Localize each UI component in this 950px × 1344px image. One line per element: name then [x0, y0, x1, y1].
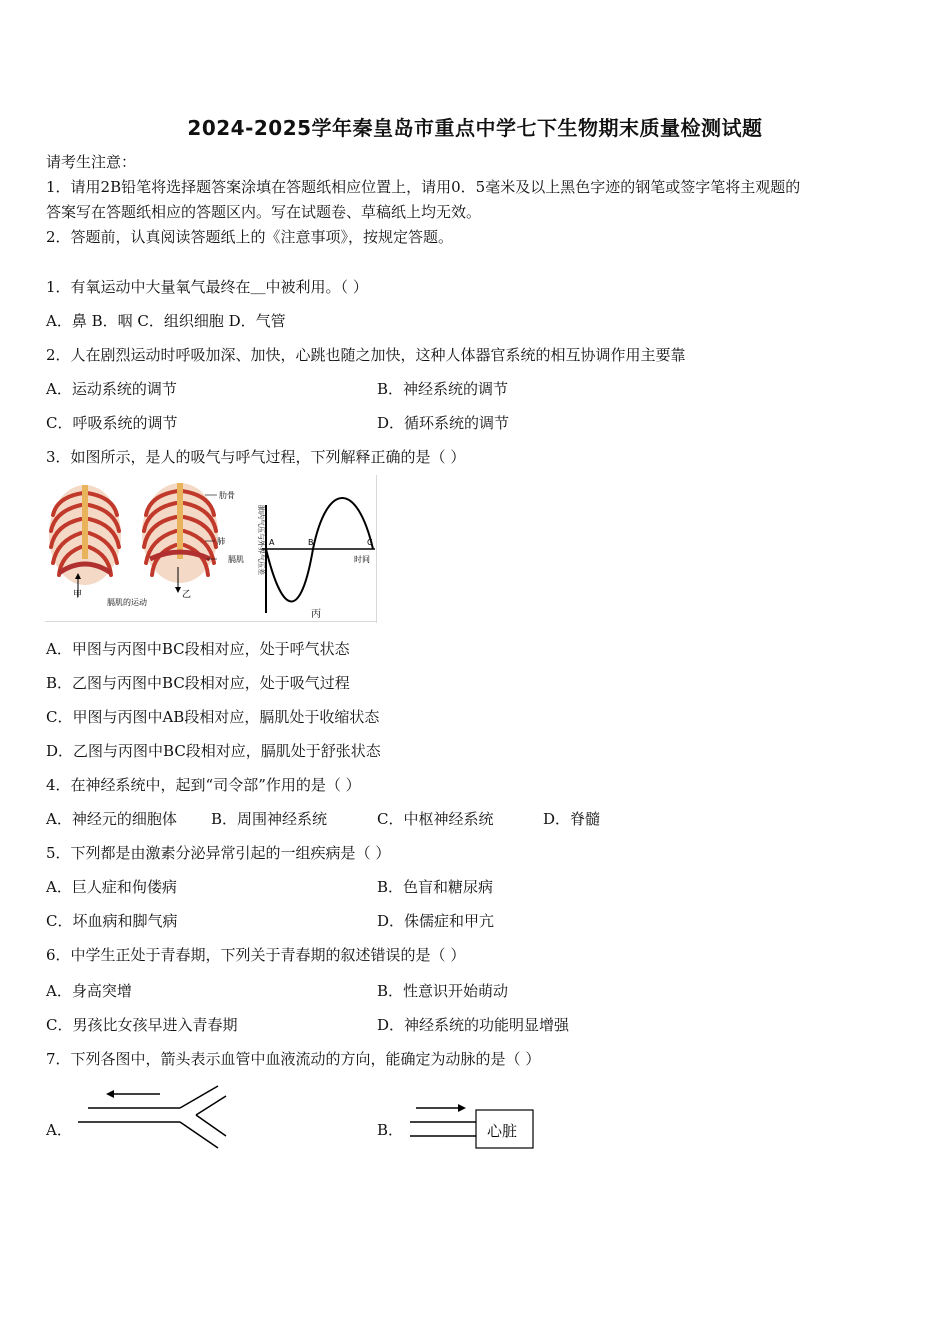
label-yaxis: 肺内气压与外界气压差 — [257, 505, 265, 575]
question-3-stem: 3．如图所示，是人的吸气与呼气过程，下列解释正确的是（ ） — [46, 448, 466, 466]
question-4-option-b: B．周围神经系统 — [211, 810, 328, 828]
question-3-option-a: A．甲图与丙图中BC段相对应，处于呼气状态 — [46, 640, 350, 658]
vessel-diagram-b — [408, 1096, 538, 1152]
question-3-option-b: B．乙图与丙图中BC段相对应，处于吸气过程 — [46, 674, 350, 692]
label-diaphragm-move: 膈肌的运动 — [107, 598, 147, 607]
notice-item-1-line-1: 1．请用2B铅笔将选择题答案涂填在答题纸相应位置上，请用0．5毫米及以上黑色字迹的钢笔或签字笔将主观题的 — [46, 178, 801, 196]
point-a: A — [269, 538, 275, 547]
notice-item-2: 2．答题前，认真阅读答题纸上的《注意事项》，按规定答题。 — [46, 228, 454, 246]
label-yi: 乙 — [182, 590, 192, 600]
label-jia: 甲 — [73, 590, 83, 600]
question-3-option-d: D．乙图与丙图中BC段相对应，膈肌处于舒张状态 — [46, 742, 381, 760]
question-6-stem: 6．中学生正处于青春期，下列关于青春期的叙述错误的是（ ） — [46, 946, 466, 964]
label-diaphragm: 膈肌 — [228, 555, 244, 564]
question-5-option-c: C．坏血病和脚气病 — [46, 912, 178, 930]
notice-heading: 请考生注意： — [46, 153, 137, 171]
question-5-option-a: A．巨人症和佝偻病 — [46, 878, 177, 896]
question-7-stem: 7．下列各图中，箭头表示血管中血液流动的方向，能确定为动脉的是（ ） — [46, 1050, 541, 1068]
point-b: B — [308, 538, 314, 547]
question-2-option-c: C．呼吸系统的调节 — [46, 414, 178, 432]
page-title: 2024-2025学年秦皇岛市重点中学七下生物期末质量检测试题 — [187, 116, 763, 140]
label-time: 时间 — [354, 555, 370, 564]
question-4-stem: 4．在神经系统中，起到“司令部”作用的是（ ） — [46, 776, 361, 794]
question-4-option-a: A．神经元的细胞体 — [46, 810, 177, 828]
notice-item-1-line-2: 答案写在答题纸相应的答题区内。写在试题卷、草稿纸上均无效。 — [46, 203, 482, 221]
question-5-stem: 5．下列都是由激素分泌异常引起的一组疾病是（ ） — [46, 844, 391, 862]
question-2-option-b: B．神经系统的调节 — [377, 380, 509, 398]
flow-arrow-left-icon — [106, 1090, 114, 1098]
question-1-options: A．鼻 B．咽 C．组织细胞 D．气管 — [46, 312, 286, 330]
question-7-option-a-label: A． — [46, 1121, 72, 1139]
label-lung: 肺 — [217, 537, 225, 546]
question-6-option-a: A．身高突增 — [46, 982, 132, 1000]
question-5-option-b: B．色盲和糖尿病 — [377, 878, 494, 896]
question-4-option-c: C．中枢神经系统 — [377, 810, 494, 828]
question-5-option-d: D．侏儒症和甲亢 — [377, 912, 495, 930]
question-6-option-d: D．神经系统的功能明显增强 — [377, 1016, 570, 1034]
question-2-stem: 2．人在剧烈运动时呼吸加深、加快，心跳也随之加快，这种人体器官系统的相互协调作用主要靠 — [46, 346, 686, 364]
breathing-figure — [45, 475, 377, 623]
label-rib: 肋骨 — [219, 491, 235, 500]
question-6-option-b: B．性意识开始萌动 — [377, 982, 509, 1000]
point-c: C — [367, 538, 373, 547]
flow-arrow-right-icon — [458, 1104, 466, 1112]
question-1-stem: 1．有氧运动中大量氧气最终在＿中被利用。（ ） — [46, 278, 368, 296]
question-2-option-d: D．循环系统的调节 — [377, 414, 510, 432]
vessel-diagram-a — [76, 1082, 236, 1154]
question-4-option-d: D．脊髓 — [543, 810, 601, 828]
heart-box-label: 心脏 — [487, 1122, 518, 1140]
label-bing: 丙 — [311, 609, 321, 620]
question-7-option-b-label: B． — [377, 1121, 404, 1139]
question-2-option-a: A．运动系统的调节 — [46, 380, 177, 398]
question-6-option-c: C．男孩比女孩早进入青春期 — [46, 1016, 238, 1034]
question-3-option-c: C．甲图与丙图中AB段相对应，膈肌处于收缩状态 — [46, 708, 380, 726]
